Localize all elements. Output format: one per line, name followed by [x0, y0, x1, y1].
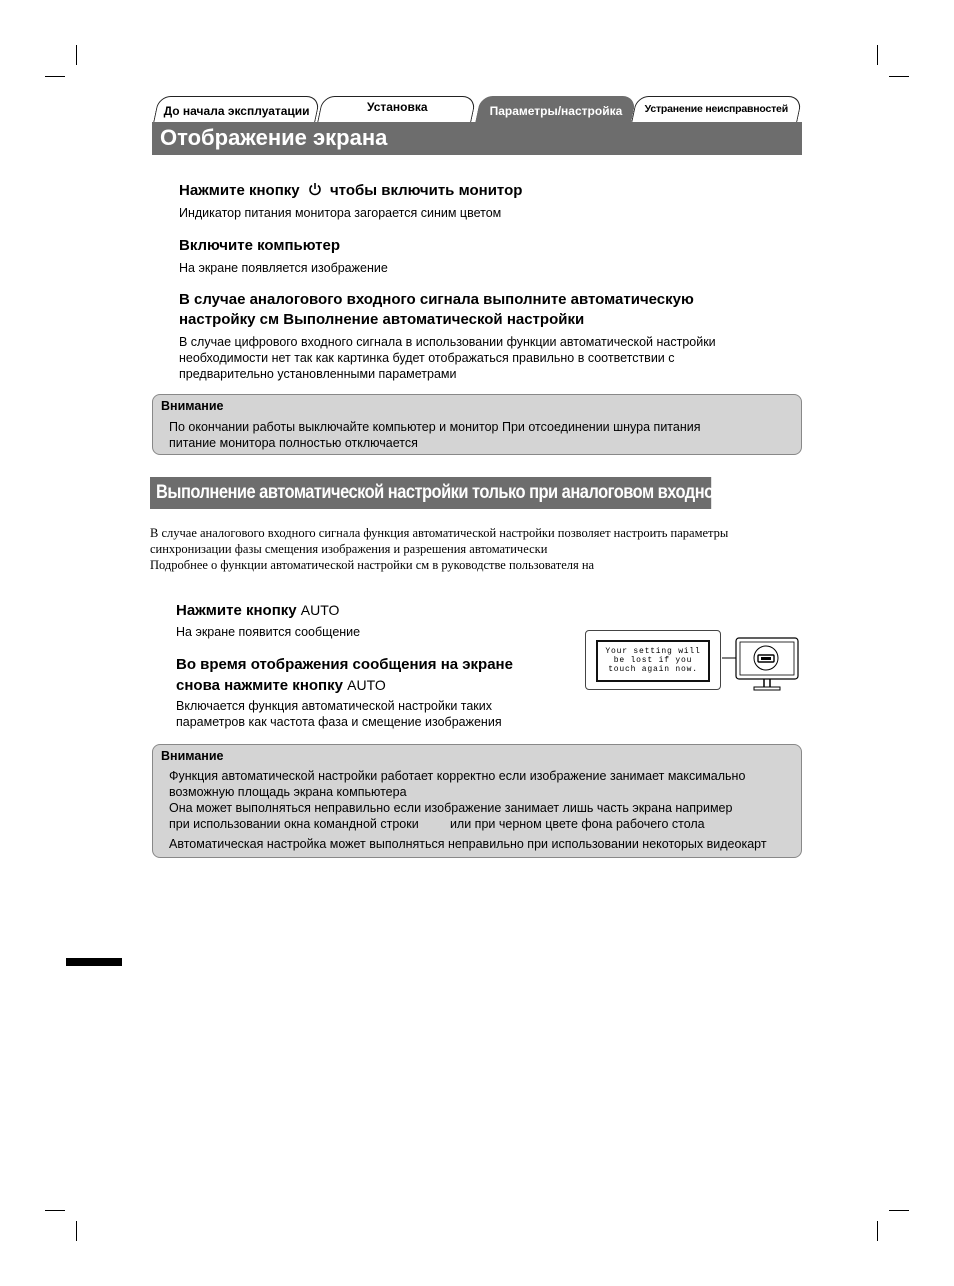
- crop-mark: [76, 45, 77, 65]
- step-text: параметров как частота фаза и смещение изображения: [176, 715, 502, 729]
- note-text: Функция автоматической настройки работает корректно если изображение занимает максимально: [169, 769, 746, 783]
- note-text: По окончании работы выключайте компьютер и монитор При отсоединении шнура питания: [169, 420, 701, 434]
- crop-mark: [889, 76, 909, 77]
- tab-settings[interactable]: Параметры/настройка: [475, 96, 637, 122]
- step-title-computer: Включите компьютер: [179, 237, 341, 254]
- message-line: Your setting will: [605, 647, 701, 656]
- step-text: Включается функция автоматической настройки таких: [176, 699, 493, 713]
- section-title: Выполнение автоматической настройки только при аналоговом входном сигнале: [150, 477, 711, 509]
- note-text: Автоматическая настройка может выполняться неправильно при использовании некоторых видеокарт: [169, 837, 767, 851]
- tab-installation[interactable]: Установка: [317, 96, 477, 122]
- crop-mark: [45, 76, 65, 77]
- message-illustration: [585, 630, 721, 690]
- crop-mark: [877, 1221, 878, 1241]
- note-title: Внимание: [161, 399, 224, 413]
- step-title-again-line2: снова нажмите кнопку AUTO: [176, 677, 386, 694]
- auto-key-label: AUTO: [347, 677, 386, 693]
- crop-mark: [889, 1210, 909, 1211]
- step-text: В случае цифрового входного сигнала в использовании функции автоматической настройки: [179, 335, 716, 349]
- crop-mark: [877, 45, 878, 65]
- message-line: be lost if you: [613, 656, 693, 665]
- attention-note-auto: [152, 744, 802, 858]
- note-text: питание монитора полностью отключается: [169, 436, 418, 450]
- step-text: На экране появится сообщение: [176, 625, 361, 639]
- intro-text: Подробнее о функции автоматической настройки см в руководстве пользователя на: [150, 558, 595, 572]
- step-title-again: Во время отображения сообщения на экране: [176, 656, 513, 673]
- power-icon: [308, 182, 322, 197]
- note-text: при использовании окна командной строки или при черном цвете фона рабочего стола: [169, 817, 705, 831]
- step-title-power: Нажмите кнопку чтобы включить монитор: [179, 182, 523, 199]
- step-text: предварительно установленными параметрами: [179, 367, 457, 381]
- page-title: Отображение экрана: [152, 122, 802, 155]
- tab-troubleshooting[interactable]: Устранение неисправностей: [631, 96, 803, 122]
- tab-before-use[interactable]: До начала эксплуатации: [153, 96, 321, 122]
- note-title: Внимание: [161, 749, 224, 763]
- note-text: Она может выполняться неправильно если изображение занимает лишь часть экрана например: [169, 801, 733, 815]
- step-text: необходимости нет так как картинка будет отображаться правильно в соответствии с: [179, 351, 675, 365]
- step-text: Индикатор питания монитора загорается синим цветом: [179, 206, 502, 220]
- step-title-auto: Нажмите кнопку AUTO: [176, 602, 340, 619]
- page-marker-bar: [66, 958, 122, 966]
- message-line: touch again now.: [608, 665, 698, 674]
- message-screen: [596, 640, 710, 682]
- step-title-analog: В случае аналогового входного сигнала выполните автоматическую: [179, 291, 694, 308]
- monitor-icon: [722, 636, 802, 694]
- crop-mark: [45, 1210, 65, 1211]
- step-title-analog-line2: настройку см Выполнение автоматической настройки: [179, 311, 585, 328]
- note-text: возможную площадь экрана компьютера: [169, 785, 407, 799]
- crop-mark: [76, 1221, 77, 1241]
- chapter-tabs: [152, 96, 802, 123]
- step-text: На экране появляется изображение: [179, 261, 388, 275]
- intro-text: В случае аналогового входного сигнала функция автоматической настройки позволяет настроить параметры: [150, 526, 729, 540]
- auto-key-label: AUTO: [300, 602, 340, 618]
- attention-note: [152, 394, 802, 455]
- intro-text: синхронизации фазы смещения изображения и разрешения автоматически: [150, 542, 548, 556]
